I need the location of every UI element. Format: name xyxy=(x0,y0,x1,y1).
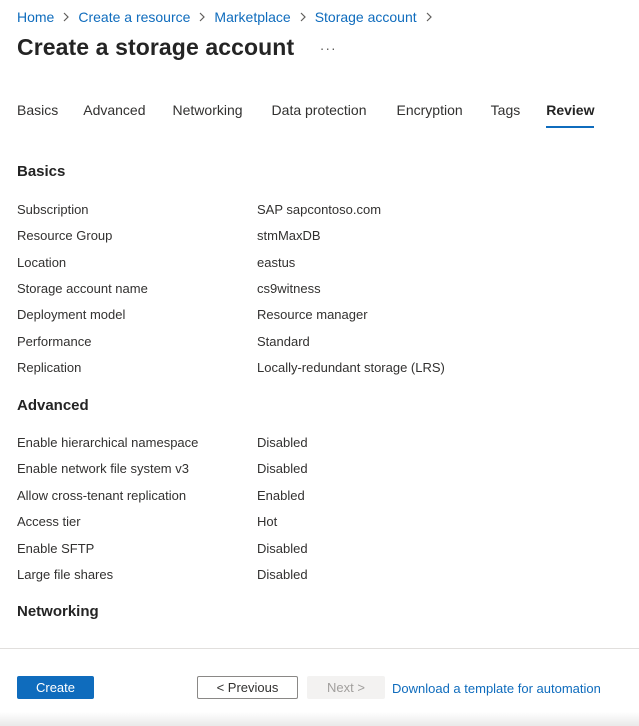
breadcrumb-home[interactable]: Home xyxy=(17,9,55,25)
row-label: Enable network file system v3 xyxy=(17,461,189,476)
tab-networking[interactable]: Networking xyxy=(172,102,243,118)
create-button[interactable]: Create xyxy=(17,676,94,699)
row-label: Replication xyxy=(17,360,82,375)
row-value: Disabled xyxy=(257,567,308,582)
row-label: Enable SFTP xyxy=(17,541,95,556)
section-heading-basics: Basics xyxy=(17,163,66,180)
row-value: Standard xyxy=(257,334,310,349)
row-value: Disabled xyxy=(257,541,308,556)
tab-review[interactable]: Review xyxy=(546,100,594,130)
row-value: Hot xyxy=(257,514,278,529)
section-heading-advanced: Advanced xyxy=(17,397,89,414)
breadcrumb xyxy=(17,9,441,25)
footer-divider xyxy=(0,648,639,649)
tab-data-protection[interactable]: Data protection xyxy=(271,102,367,118)
wizard-tabs xyxy=(17,100,594,130)
row-label: Allow cross-tenant replication xyxy=(17,488,187,503)
window-bottom-edge xyxy=(0,712,639,726)
chevron-right-icon xyxy=(294,9,312,25)
row-value: Resource manager xyxy=(257,307,368,322)
row-value: cs9witness xyxy=(257,281,321,296)
chevron-right-icon xyxy=(193,9,211,25)
chevron-right-icon xyxy=(420,9,438,25)
row-label: Enable hierarchical namespace xyxy=(17,435,199,450)
row-label: Deployment model xyxy=(17,307,126,322)
row-label: Access tier xyxy=(17,514,81,529)
row-label: Subscription xyxy=(17,202,89,217)
breadcrumb-marketplace[interactable]: Marketplace xyxy=(214,9,291,25)
row-value: Disabled xyxy=(257,435,308,450)
tab-encryption[interactable]: Encryption xyxy=(396,102,463,118)
row-value: Enabled xyxy=(257,488,305,503)
row-value: Locally-redundant storage (LRS) xyxy=(257,360,445,375)
row-label: Location xyxy=(17,255,67,270)
more-horizontal-icon[interactable]: ··· xyxy=(319,39,337,56)
breadcrumb-create-resource[interactable]: Create a resource xyxy=(78,9,191,25)
row-label: Resource Group xyxy=(17,228,113,243)
section-heading-networking: Networking xyxy=(17,603,99,620)
previous-button[interactable]: < Previous xyxy=(197,676,298,699)
page-title: Create a storage account xyxy=(17,34,295,60)
tab-basics[interactable]: Basics xyxy=(17,102,59,118)
title-row xyxy=(17,34,340,61)
row-value: Disabled xyxy=(257,461,308,476)
chevron-right-icon xyxy=(57,9,75,25)
breadcrumb-storage-account[interactable]: Storage account xyxy=(314,9,417,25)
row-label: Large file shares xyxy=(17,567,114,582)
next-button[interactable]: Next > xyxy=(307,676,385,699)
row-value: SAP sapcontoso.com xyxy=(257,202,382,217)
row-value: eastus xyxy=(257,255,296,270)
row-label: Storage account name xyxy=(17,281,148,296)
row-label: Performance xyxy=(17,334,92,349)
tab-advanced[interactable]: Advanced xyxy=(83,102,146,118)
download-template-link[interactable]: Download a template for automation xyxy=(392,681,601,696)
tab-tags[interactable]: Tags xyxy=(490,102,521,118)
row-value: stmMaxDB xyxy=(257,228,321,243)
review-content xyxy=(0,150,639,620)
